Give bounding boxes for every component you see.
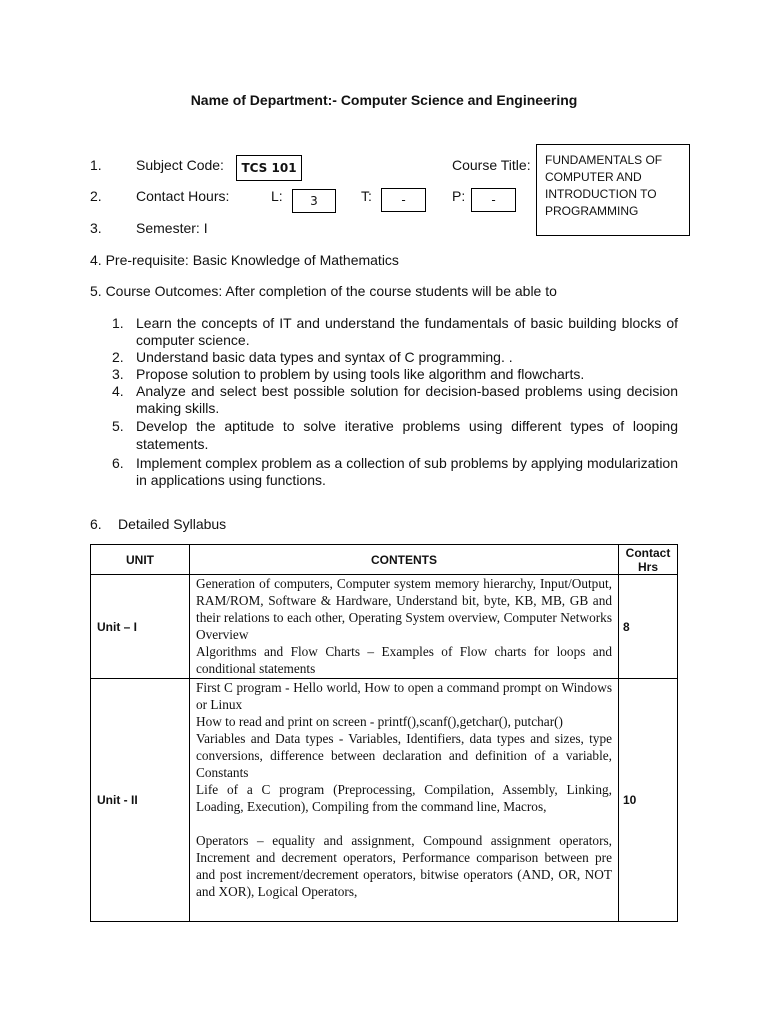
hours-header-line: Contact (625, 545, 671, 560)
contact-hours-number: 2. (90, 188, 102, 204)
subject-code-value: TCS 101 (236, 155, 302, 181)
contents-paragraph: First C program - Hello world, How to open a command prompt on Windows or Linux (196, 680, 612, 712)
syllabus-table (90, 544, 678, 922)
course-title-line: INTRODUCTION TO (545, 187, 657, 201)
contents-paragraph: Algorithms and Flow Charts – Examples of Flow charts for loops and conditional statements (196, 644, 612, 676)
table-row (91, 679, 678, 922)
lecture-hours-value: 3 (292, 189, 336, 213)
department-title: Name of Department:- Computer Science and Engineering (190, 92, 578, 108)
tutorial-label: T: (361, 188, 372, 204)
table-header-row (91, 545, 678, 575)
subject-code-number: 1. (90, 157, 102, 173)
course-title-line: COMPUTER AND (545, 170, 642, 184)
unit-cell: Unit - II (91, 679, 190, 922)
outcome-number: 5. (112, 418, 124, 434)
outcome-text: Implement complex problem as a collection of sub problems by applying modularization in applications using functions. (136, 455, 678, 488)
semester-label: Semester: I (136, 220, 208, 236)
contents-paragraph: Operators – equality and assignment, Compound assignment operators, Increment and decrement operators, Performance comparison between pre and post increment/decrement operators, bitwise operators (AND, OR, NOT and XOR), Logical Operators, (196, 833, 612, 899)
syllabus-heading: Detailed Syllabus (118, 516, 227, 532)
outcome-text: Learn the concepts of IT and understand the fundamentals of basic building blocks of computer science. (136, 315, 678, 348)
table-row (91, 575, 678, 679)
outcome-number: 4. (112, 383, 124, 399)
contents-paragraph: Variables and Data types - Variables, Identifiers, data types and sizes, type conversions, difference between declaration and definition of a variable, Constants (196, 731, 612, 780)
course-title-line: FUNDAMENTALS OF (545, 153, 663, 167)
practical-label: P: (452, 188, 466, 204)
outcomes-heading: 5. Course Outcomes: After completion of the course students will be able to (90, 283, 557, 299)
outcome-item (112, 417, 678, 453)
outcome-text: Understand basic data types and syntax of C programming. . (136, 349, 513, 365)
course-title-label: Course Title: (452, 157, 531, 173)
contents-column-header: CONTENTS (190, 545, 619, 575)
outcome-item (112, 315, 678, 349)
hours-column-header (619, 545, 678, 575)
contents-paragraph: Life of a C program (Preprocessing, Compilation, Assembly, Linking, Loading, Execution), Compiling from the command line, Macros, (196, 782, 612, 814)
course-title-value (536, 144, 690, 236)
syllabus-heading-number: 6. (90, 516, 102, 532)
unit-column-header: UNIT (91, 545, 190, 575)
contents-cell (190, 575, 619, 679)
outcome-item (112, 366, 678, 383)
outcome-item (112, 349, 678, 366)
contents-paragraph: Generation of computers, Computer system memory hierarchy, Input/Output, RAM/ROM, Software & Hardware, Understand bit, byte, KB, MB, GB and their relations to each other, Operating System overview, Computer Networks Overview (196, 576, 612, 642)
unit-cell: Unit – I (91, 575, 190, 679)
outcome-number: 1. (112, 315, 124, 331)
hours-cell: 8 (619, 575, 678, 679)
hours-cell: 10 (619, 679, 678, 922)
paragraph-spacer (196, 815, 612, 832)
contact-hours-label: Contact Hours: (136, 188, 230, 204)
outcome-text: Analyze and select best possible solution for decision-based problems using decision making skills. (136, 383, 678, 416)
contents-cell (190, 679, 619, 922)
outcome-text: Develop the aptitude to solve iterative problems using different types of looping statements. (136, 418, 678, 452)
outcome-number: 3. (112, 366, 124, 382)
contents-paragraph: How to read and print on screen - printf(),scanf(),getchar(), putchar() (196, 714, 563, 729)
tutorial-hours-value: - (381, 188, 426, 212)
practical-hours-value: - (471, 188, 516, 212)
outcome-item (112, 455, 678, 489)
outcome-item (112, 383, 678, 417)
lecture-label: L: (271, 188, 283, 204)
semester-number: 3. (90, 220, 102, 236)
prerequisite: 4. Pre-requisite: Basic Knowledge of Mathematics (90, 252, 399, 268)
outcome-text: Propose solution to problem by using tools like algorithm and flowcharts. (136, 366, 585, 382)
course-title-line: PROGRAMMING (545, 204, 639, 218)
subject-code-label: Subject Code: (136, 157, 224, 173)
outcomes-list (112, 315, 678, 489)
outcome-number: 2. (112, 349, 124, 365)
outcome-number: 6. (112, 455, 124, 471)
hours-header-line: Hrs (637, 559, 658, 574)
